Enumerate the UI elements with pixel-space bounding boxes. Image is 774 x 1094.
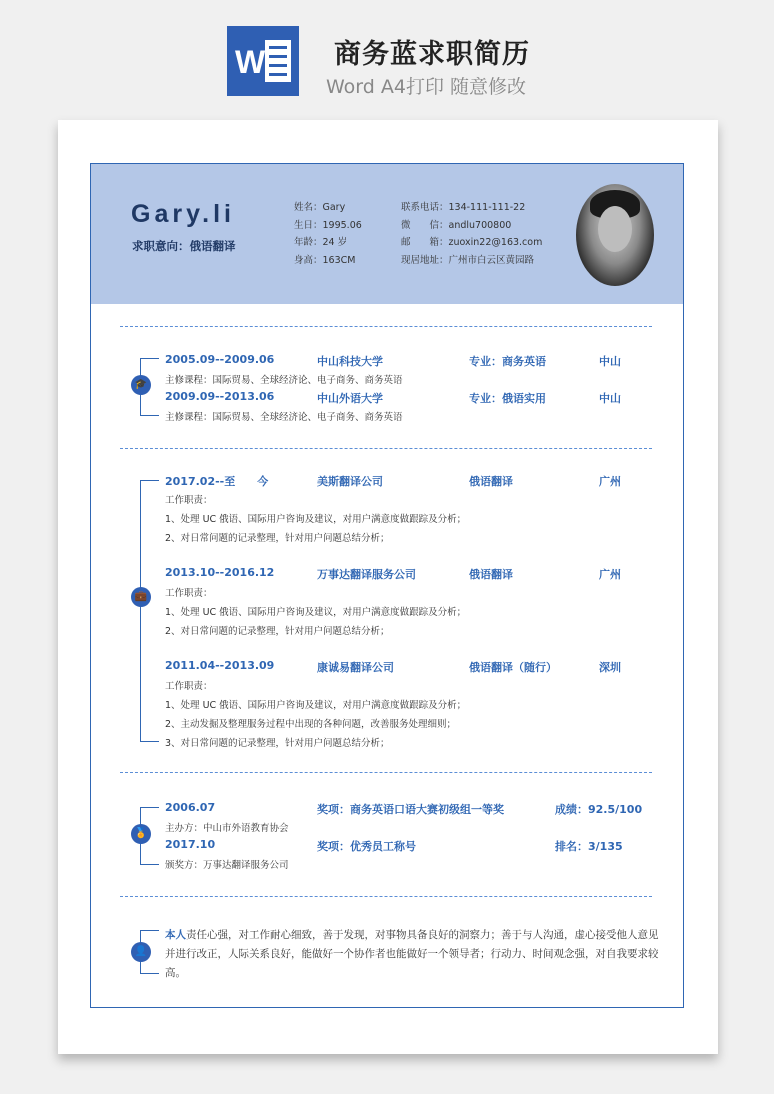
work-line: 1、处理 UC 俄语、国际用户咨询及建议，对用户满意度做跟踪及分析；	[165, 700, 467, 711]
briefcase-icon: 💼	[131, 587, 151, 607]
self-text: 责任心强，对工作耐心细致，善于发现，对事物具备良好的洞察力；善于与人沟通，虚心接受他人意见并进行改正，人际关系良好，能做好一个协作者也能做好一个领导者；行动力、时间观念强，对自我要求较高。	[165, 929, 659, 979]
info-name: 姓名：Gary	[294, 202, 346, 213]
edu-city: 中山	[599, 392, 621, 405]
award-date: 2017.10	[165, 838, 216, 851]
edu-major: 专业：商务英语	[469, 355, 546, 368]
edu-courses: 主修课程：国际贸易、全球经济论、电子商务、商务英语	[165, 375, 403, 386]
timeline-line	[140, 480, 159, 742]
award-name: 奖项：商务英语口语大赛初级组一等奖	[317, 803, 504, 816]
work-role: 俄语翻译	[469, 475, 513, 488]
person-icon: 👤	[131, 942, 151, 962]
banner-subtitle: Word A4打印 随意修改	[326, 76, 527, 98]
divider	[120, 896, 652, 897]
job-intent: 求职意向：俄语翻译	[132, 239, 236, 253]
divider	[120, 448, 652, 449]
info-height: 身高：163CM	[294, 254, 356, 266]
self-lead: 本人	[165, 929, 186, 941]
contact-info	[401, 199, 542, 269]
banner	[0, 0, 774, 118]
work-company: 美斯翻译公司	[317, 475, 383, 488]
candidate-name: Gary.li	[131, 200, 235, 228]
award-result: 排名：3/135	[555, 840, 623, 853]
avatar	[576, 184, 654, 286]
info-wechat: 微 信：andlu700800	[401, 219, 512, 231]
edu-city: 中山	[599, 355, 621, 368]
work-company: 康诚易翻译公司	[317, 661, 394, 674]
work-role: 俄语翻译（随行）	[469, 661, 557, 674]
work-line: 2、对日常问题的记录整理，针对用户问题总结分析；	[165, 533, 390, 544]
word-logo-icon: W	[227, 26, 299, 96]
work-line: 2、对日常问题的记录整理，针对用户问题总结分析；	[165, 626, 390, 637]
work-date: 2017.02--至 今	[165, 475, 269, 488]
work-line: 工作职责：	[165, 588, 213, 599]
award-note: 颁奖方：万事达翻译服务公司	[165, 860, 289, 871]
work-line: 3、对日常问题的记录整理，针对用户问题总结分析；	[165, 738, 390, 749]
info-age: 年龄：24 岁	[294, 237, 348, 248]
work-line: 工作职责：	[165, 495, 213, 506]
edu-courses: 主修课程：国际贸易、全球经济论、电子商务、商务英语	[165, 412, 403, 423]
award-result: 成绩：92.5/100	[555, 803, 643, 816]
medal-icon: 🏅	[131, 824, 151, 844]
edu-date: 2005.09--2009.06	[165, 353, 275, 366]
work-date: 2011.04--2013.09	[165, 659, 275, 672]
work-role: 俄语翻译	[469, 568, 513, 581]
work-line: 1、处理 UC 俄语、国际用户咨询及建议，对用户满意度做跟踪及分析；	[165, 607, 467, 618]
info-phone: 联系电话：134-111-111-22	[401, 202, 526, 213]
edu-school: 中山外语大学	[317, 392, 383, 405]
edu-major: 专业：俄语实用	[469, 392, 546, 405]
award-name: 奖项：优秀员工称号	[317, 840, 416, 853]
banner-title: 商务蓝求职简历	[334, 39, 530, 70]
work-city: 广州	[599, 475, 621, 488]
work-date: 2013.10--2016.12	[165, 566, 275, 579]
work-line: 工作职责：	[165, 681, 213, 692]
work-company: 万事达翻译服务公司	[317, 568, 416, 581]
work-city: 深圳	[599, 661, 621, 674]
work-city: 广州	[599, 568, 621, 581]
graduation-cap-icon: 🎓	[131, 375, 151, 395]
divider	[120, 772, 652, 773]
work-line: 2、主动发掘及整理服务过程中出现的各种问题，改善服务处理细则；	[165, 719, 457, 730]
self-evaluation	[165, 926, 665, 983]
award-note: 主办方：中山市外语教育协会	[165, 823, 289, 834]
info-birth: 生日：1995.06	[294, 219, 362, 231]
award-date: 2006.07	[165, 801, 216, 814]
work-line: 1、处理 UC 俄语、国际用户咨询及建议，对用户满意度做跟踪及分析；	[165, 514, 467, 525]
info-email: 邮 箱：zuoxin22@163.com	[401, 237, 543, 248]
resume-header	[91, 164, 683, 304]
info-address: 现居地址：广州市白云区黄园路	[401, 254, 535, 266]
edu-date: 2009.09--2013.06	[165, 390, 275, 403]
basic-info	[294, 199, 362, 269]
divider	[120, 326, 652, 327]
edu-school: 中山科技大学	[317, 355, 383, 368]
